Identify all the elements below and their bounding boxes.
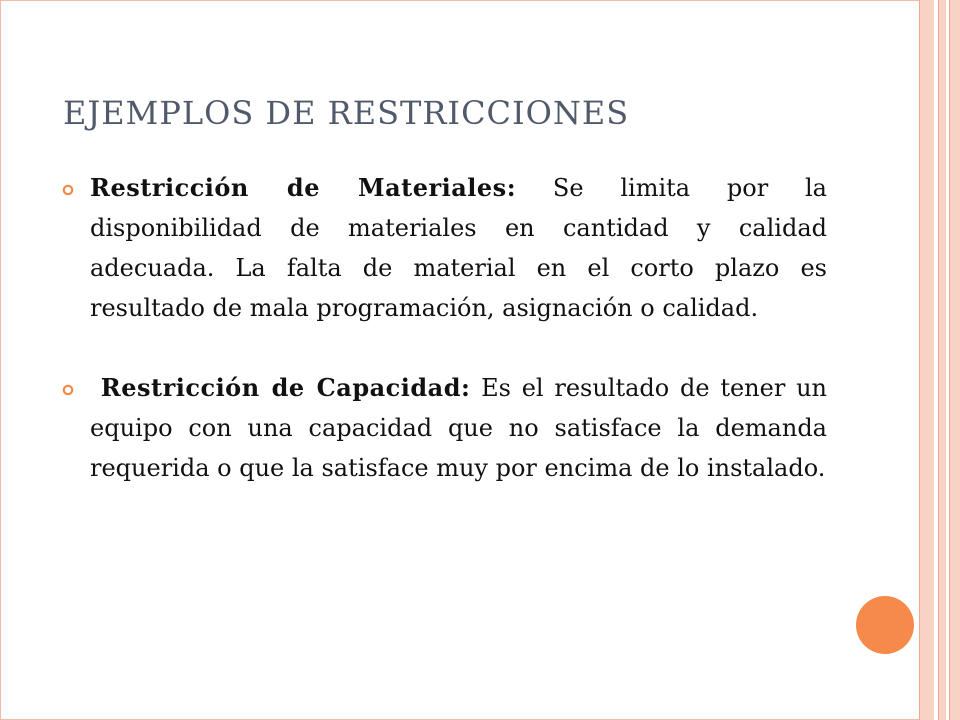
orange-circle-icon: [856, 596, 914, 654]
bullet-term: Restricción de Capacidad:: [100, 373, 471, 402]
bullet-term: Restricción de Materiales:: [90, 173, 517, 202]
hollow-circle-bullet-icon: [62, 184, 74, 196]
bullet-list: [62, 168, 827, 488]
bullet-text: Es el resultado de tener un equipo con una capacidad que no satisface la demanda requerida o que la satisface muy por encima de lo instalado.: [90, 374, 827, 482]
hollow-circle-bullet-icon: [62, 384, 74, 396]
bullet-item-materiales: [62, 168, 827, 328]
slide-title: EJEMPLOS DE RESTRICCIONES: [63, 94, 630, 132]
decorative-stripe: [949, 0, 960, 720]
bullet-item-capacidad: [62, 368, 827, 488]
bullet-text: Se limita por la disponibilidad de materiales en cantidad y calidad adecuada. La falta de material en el corto plazo es resultado de mala programación, asignación o calidad.: [90, 174, 827, 322]
decorative-stripe: [919, 0, 935, 720]
